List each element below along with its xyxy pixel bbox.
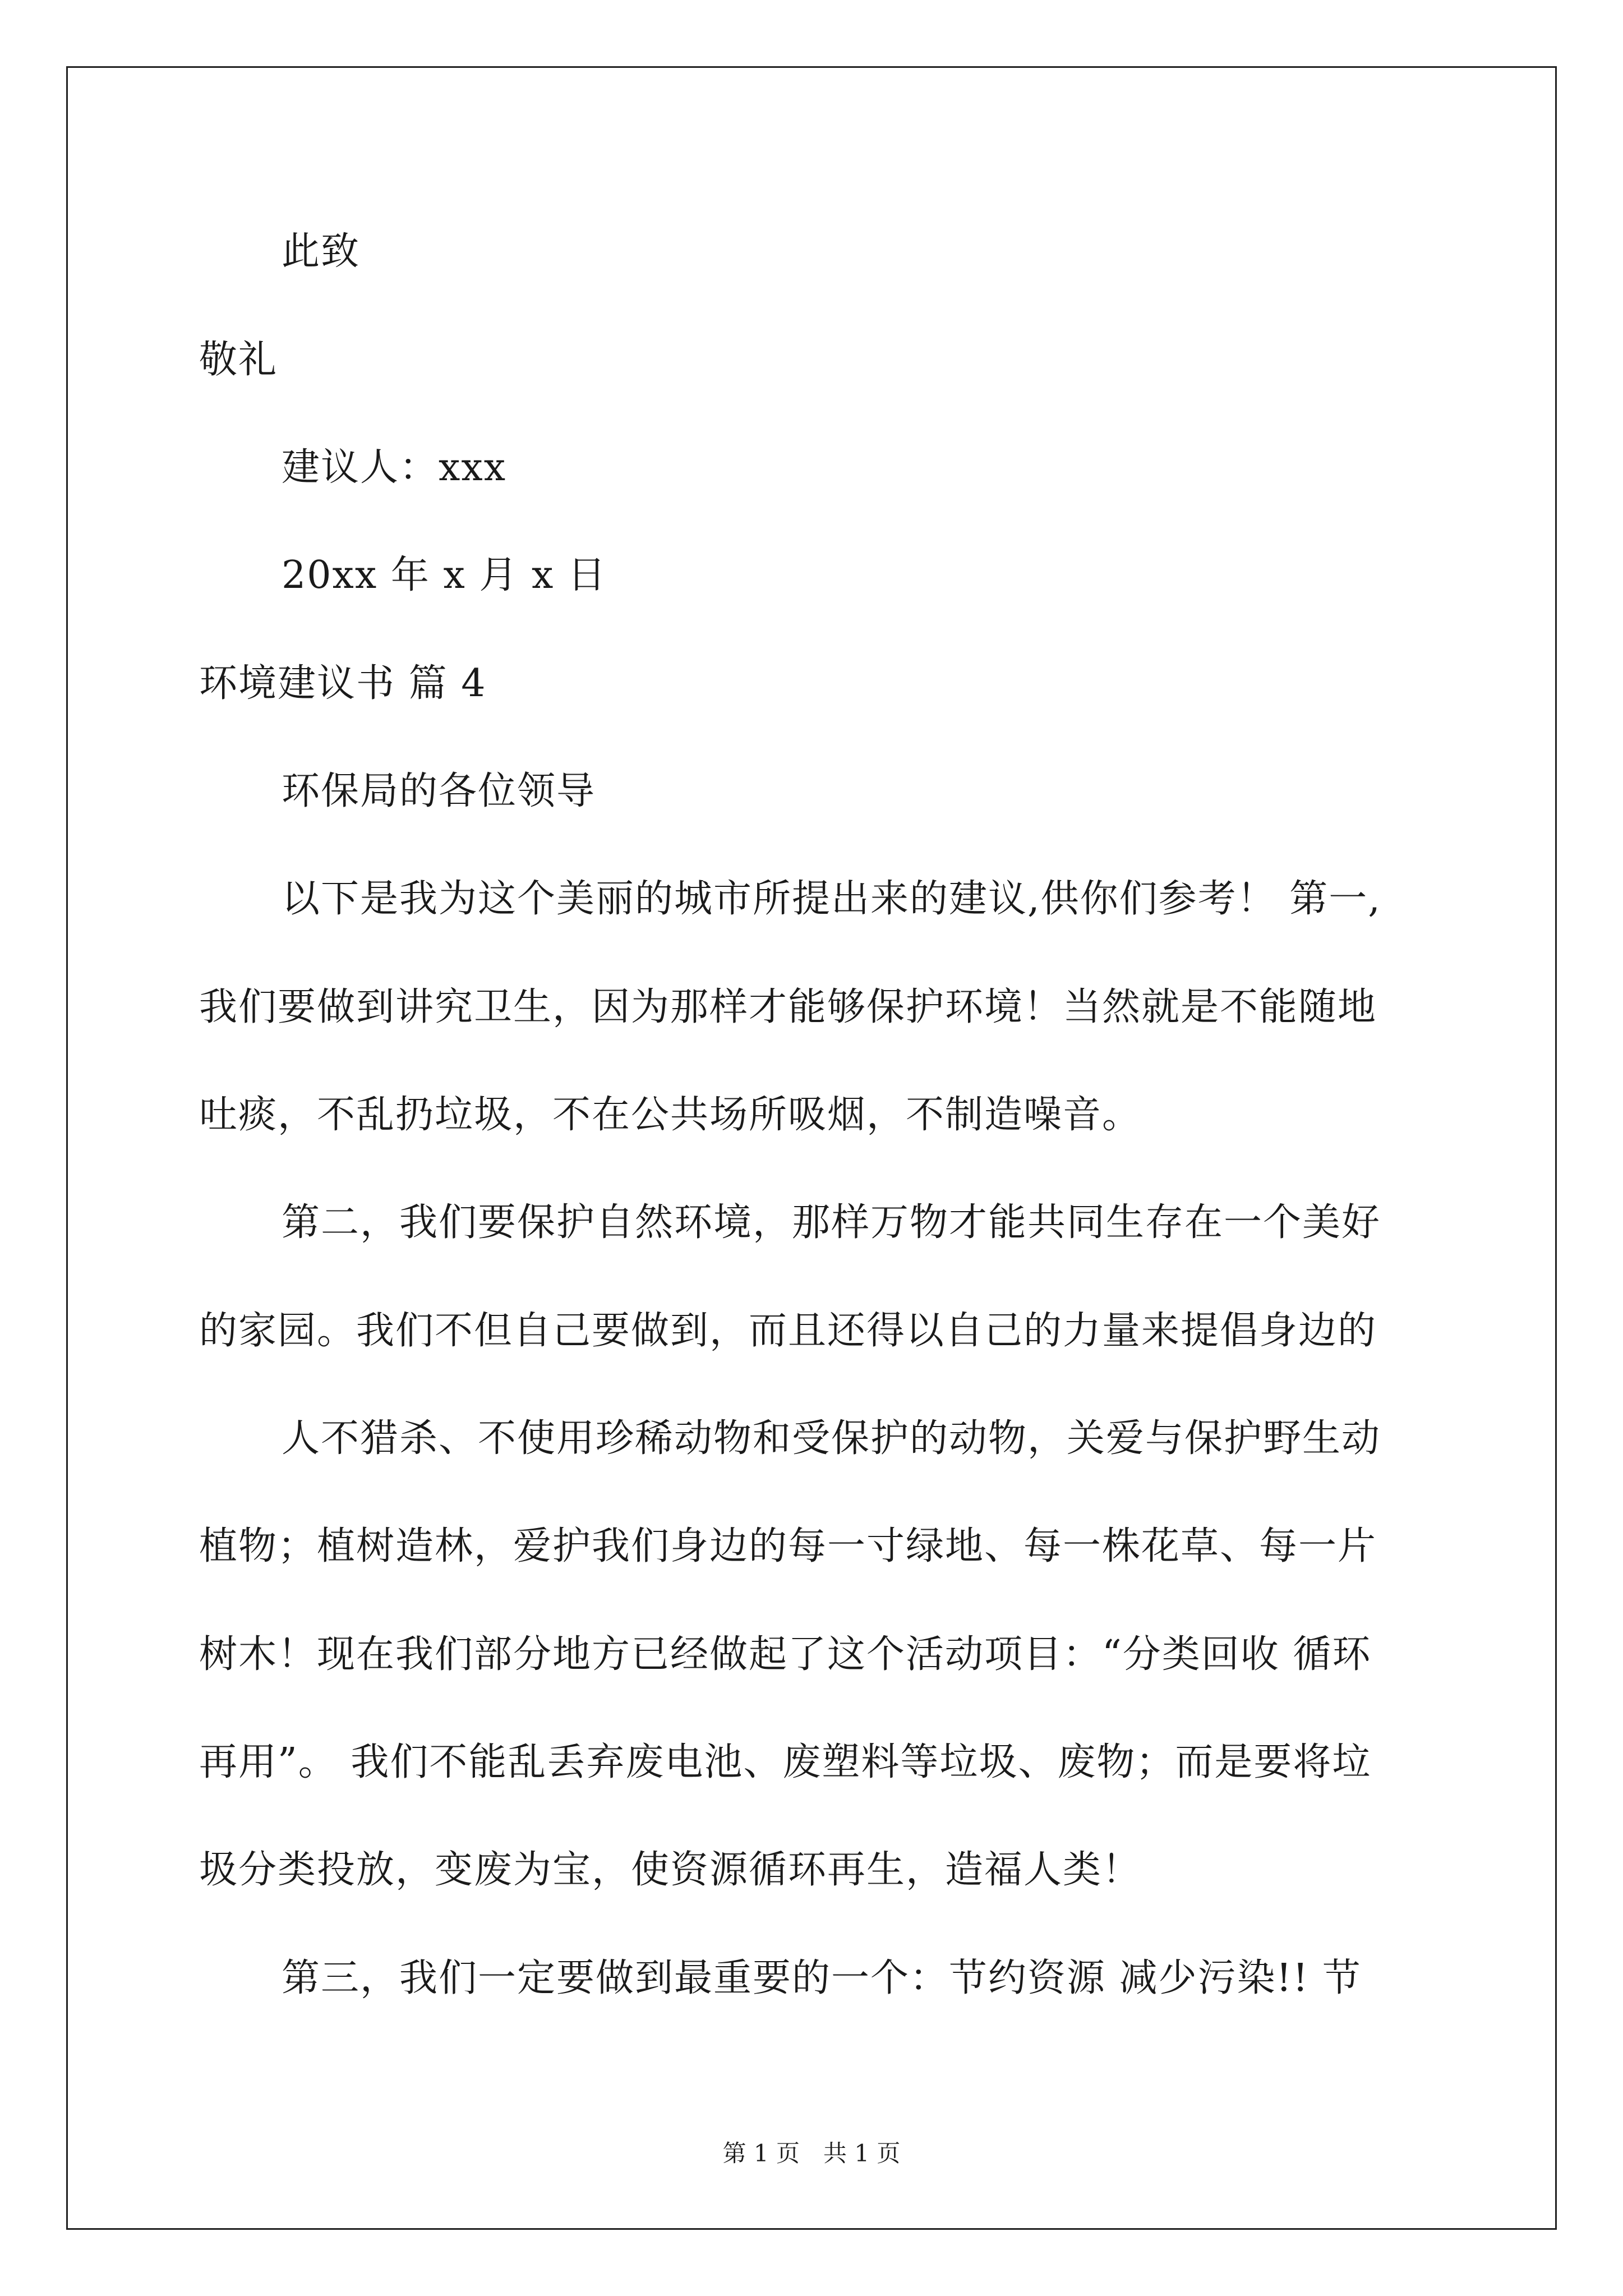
section-heading: 环境建议书 篇 4 xyxy=(199,661,487,706)
text-line: 第三，我们一定要做到最重要的一个：节约资源 减少污染!! 节 xyxy=(282,1956,1362,2000)
text-line: 树木！现在我们部分地方已经做起了这个活动项目：“分类回收 循环 xyxy=(199,1632,1372,1677)
text-line: 敬礼 xyxy=(199,338,278,382)
text-line: 人不猎杀、不使用珍稀动物和受保护的动物，关爱与保护野生动 xyxy=(282,1416,1381,1461)
text-line: 环保局的各位领导 xyxy=(282,769,596,813)
text-line: 植物；植树造林，爱护我们身边的每一寸绿地、每一株花草、每一片 xyxy=(199,1524,1377,1568)
text-line: 圾分类投放，变废为宝，使资源循环再生，造福人类！ xyxy=(199,1848,1142,1892)
text-line: 再用”。 我们不能乱丢弃废电池、废塑料等垃圾、废物；而是要将垃 xyxy=(199,1740,1372,1784)
text-line: 以下是我为这个美丽的城市所提出来的建议,供你们参考！ 第一, xyxy=(282,877,1381,921)
text-line: 我们要做到讲究卫生，因为那样才能够保护环境！当然就是不能随地 xyxy=(199,985,1377,1029)
text-line: 第二，我们要保护自然环境，那样万物才能共同生存在一个美好 xyxy=(282,1200,1381,1245)
text-line: 的家园。我们不但自己要做到，而且还得以自己的力量来提倡身边的 xyxy=(199,1309,1377,1353)
text-line: 吐痰，不乱扔垃圾，不在公共场所吸烟，不制造噪音。 xyxy=(199,1093,1142,1137)
text-line: 20xx 年 x 月 x 日 xyxy=(282,553,607,597)
page-border xyxy=(66,66,1557,2230)
text-line: 此致 xyxy=(282,229,361,274)
page-footer: 第 1 页 共 1 页 xyxy=(722,2139,901,2167)
text-line: 建议人：xxx xyxy=(282,445,507,490)
